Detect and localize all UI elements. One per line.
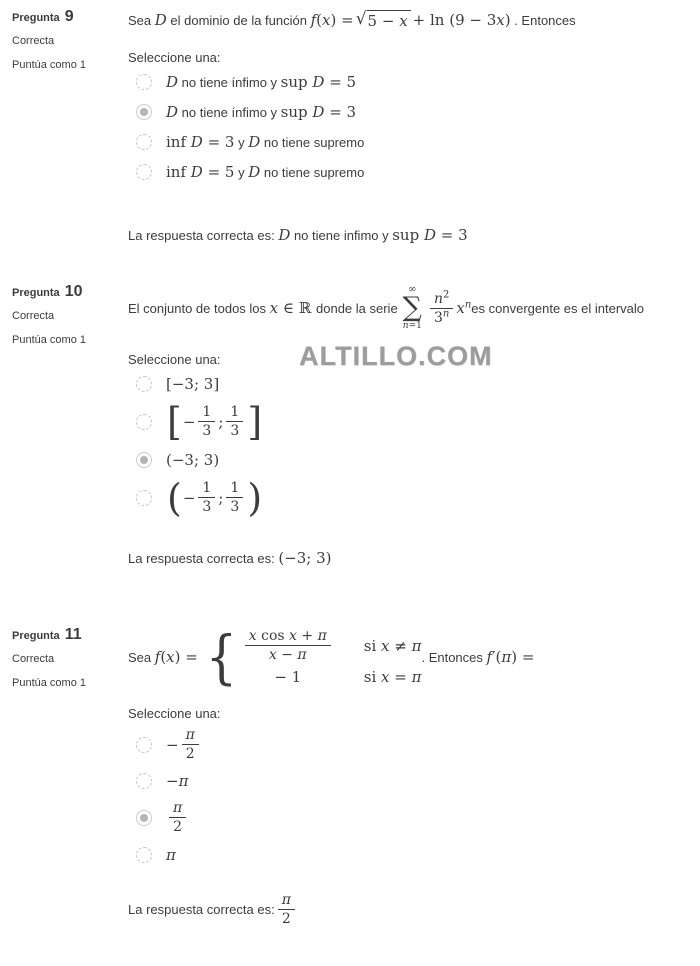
prompt-text: es convergente es el intervalo: [471, 300, 644, 316]
q11-option-2[interactable]: [136, 770, 688, 792]
question-prompt: [128, 622, 688, 691]
radical-icon: √: [355, 9, 367, 29]
question-9-content: [128, 8, 688, 244]
sqrt-expression: [356, 10, 411, 30]
radio-icon[interactable]: [136, 773, 152, 789]
radio-icon[interactable]: [136, 74, 152, 90]
question-label: [12, 626, 128, 644]
radio-icon[interactable]: [136, 376, 152, 392]
question-9-info: [12, 8, 128, 244]
sqrt-body: 5 − x: [367, 10, 411, 30]
radio-icon[interactable]: [136, 737, 152, 753]
option-label: D no tiene ínfimo y sup D = 3: [166, 103, 357, 121]
fraction: $\frac{\pi}{2}$: [182, 727, 199, 762]
fraction: $\frac{1}{3}$: [226, 480, 243, 515]
correct-answer-text: La respuesta correcta es: D no tiene infimo y sup D = 3: [128, 226, 468, 244]
question-label: [12, 283, 128, 301]
question-11-section: [12, 622, 688, 927]
pregunta-label: Pregunta: [12, 630, 60, 642]
q11-option-1[interactable]: [136, 727, 688, 762]
q9-option-3[interactable]: [136, 131, 688, 153]
radio-selected-icon[interactable]: [136, 104, 152, 120]
radio-icon[interactable]: [136, 847, 152, 863]
fraction-numerator: $n^2$: [430, 291, 453, 309]
question-10-content: [128, 283, 688, 567]
q10-option-4[interactable]: [136, 475, 688, 520]
option-label: inf D = 5 y D no tiene supremo: [166, 163, 365, 181]
points-label: Puntúa como 1: [12, 677, 86, 689]
piecewise-condition-1: si x ≠ π: [363, 636, 422, 655]
option-label: [166, 399, 263, 444]
open-paren: (: [167, 475, 182, 520]
question-number: 11: [64, 626, 82, 643]
status-label: Correcta: [12, 653, 55, 665]
q10-option-1[interactable]: [136, 373, 688, 395]
sum-lower-limit: n=1: [402, 320, 422, 331]
option-label: π: [166, 845, 176, 864]
correct-answer-text: [128, 892, 688, 927]
question-10-info: [12, 283, 128, 567]
q10-option-3[interactable]: [136, 449, 688, 471]
status-label: Correcta: [12, 310, 55, 322]
sigma-icon: ∑: [402, 292, 422, 323]
minus-sign: −: [182, 488, 196, 507]
prompt-text: . Entonces f′(π) =: [421, 648, 535, 667]
question-prompt: [128, 10, 688, 30]
prompt-text: El conjunto de todos los x ∈ ℝ donde la serie: [128, 299, 398, 318]
piecewise-value-2: − 1: [274, 668, 302, 687]
open-bracket: [: [167, 399, 182, 444]
summation-symbol: [403, 285, 422, 332]
q11-option-4[interactable]: [136, 844, 688, 866]
radio-icon[interactable]: [136, 414, 152, 430]
prompt-text: + ln (9 − 3x) . Entonces: [412, 11, 576, 29]
prompt-text: Sea D el dominio de la función f(x) =: [128, 11, 354, 29]
close-paren: ): [247, 475, 263, 520]
fraction: $\frac{\pi}{2}$: [169, 800, 186, 835]
prompt-text: Sea f(x) =: [128, 648, 198, 667]
q9-option-2[interactable]: [136, 101, 688, 123]
fraction: $\frac{1}{3}$: [198, 404, 215, 439]
question-11-content: [128, 622, 688, 927]
radio-icon[interactable]: [136, 164, 152, 180]
option-label: [166, 727, 202, 762]
fraction-denominator: 3$^n$: [433, 308, 450, 326]
answer-fraction: $\frac{\pi}{2}$: [278, 892, 295, 927]
piecewise-condition-2: si x = π: [363, 668, 422, 687]
option-label: [−3; 3]: [166, 374, 220, 393]
fraction: $\frac{1}{3}$: [198, 480, 215, 515]
answer-label: La respuesta correcta es:: [128, 901, 275, 917]
x-power-term: $x^n$: [456, 299, 472, 318]
pregunta-label: Pregunta: [12, 287, 60, 299]
q9-option-4[interactable]: [136, 161, 688, 183]
pregunta-label: Pregunta: [12, 12, 60, 24]
close-bracket: ]: [247, 399, 263, 444]
piecewise-fraction: $\frac{\text{x cos x + π}}{x - \pi}$: [245, 628, 331, 663]
watermark-text: ALTILLO.COM: [299, 341, 493, 371]
series-fraction: [430, 291, 453, 326]
points-label: Puntúa como 1: [12, 59, 86, 71]
q9-option-1[interactable]: [136, 71, 688, 93]
question-prompt: [128, 285, 688, 332]
radio-icon[interactable]: [136, 490, 152, 506]
question-number: 9: [64, 8, 74, 25]
radio-icon[interactable]: [136, 134, 152, 150]
piecewise-rows: [242, 628, 422, 686]
q10-option-2[interactable]: [136, 399, 688, 444]
options-list: [128, 373, 688, 520]
points-label: Puntúa como 1: [12, 334, 86, 346]
question-11-info: [12, 626, 128, 927]
minus-sign: −: [166, 735, 179, 754]
brace-icon: {: [205, 622, 237, 691]
select-one-label: Seleccione una:: [128, 706, 221, 722]
option-label: [166, 475, 263, 520]
correct-answer-text: La respuesta correcta es: (−3; 3): [128, 548, 332, 567]
select-one-label: Seleccione una:: [128, 351, 221, 367]
minus-sign: −: [182, 412, 196, 431]
radio-selected-icon[interactable]: [136, 452, 152, 468]
separator: ;: [218, 412, 224, 431]
piecewise-function: [198, 622, 422, 691]
status-label: Correcta: [12, 35, 55, 47]
option-label: [166, 800, 189, 835]
question-9-section: [12, 8, 688, 244]
options-list: [128, 727, 688, 865]
option-label: D no tiene ínfimo y sup D = 5: [166, 73, 357, 91]
options-list: [128, 71, 688, 183]
question-number: 10: [64, 283, 83, 300]
option-label: (−3; 3): [166, 450, 220, 469]
select-one-label: Seleccione una:: [128, 50, 221, 65]
fraction: $\frac{1}{3}$: [226, 404, 243, 439]
sum-upper-limit: ∞: [408, 284, 417, 295]
question-label: [12, 8, 128, 26]
option-label: inf D = 3 y D no tiene supremo: [166, 133, 365, 151]
option-label: −π: [166, 772, 189, 791]
radio-selected-icon[interactable]: [136, 810, 152, 826]
separator: ;: [218, 488, 224, 507]
q11-option-3[interactable]: [136, 800, 688, 835]
question-10-section: [12, 283, 688, 567]
